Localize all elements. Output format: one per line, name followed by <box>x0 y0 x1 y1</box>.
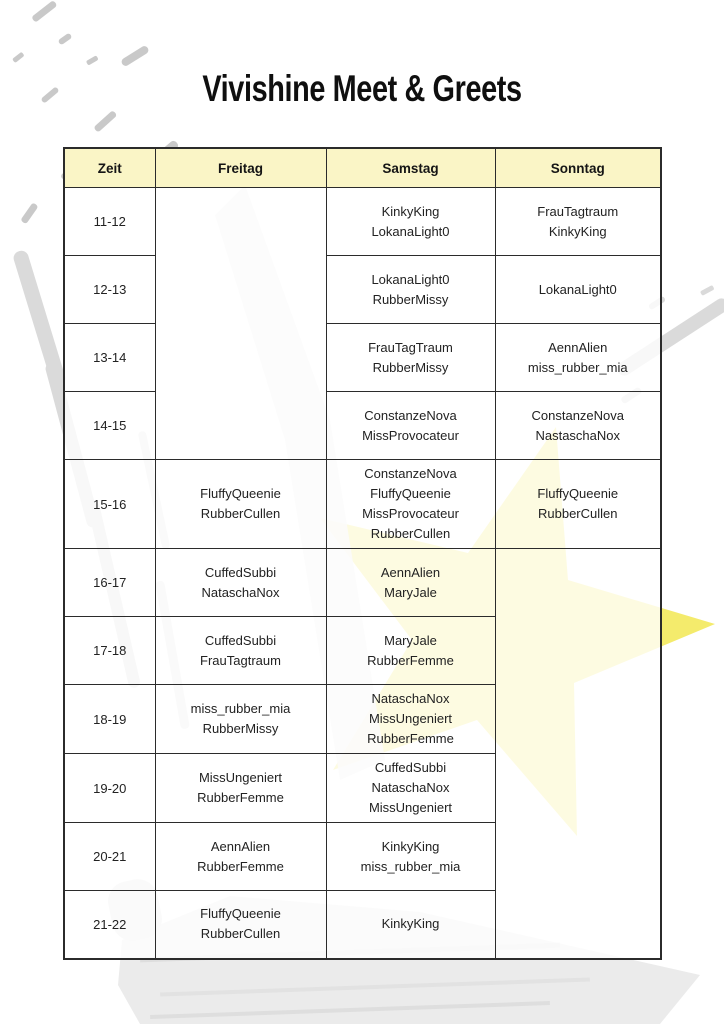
cell-samstag: ConstanzeNova FluffyQueenie MissProvocateur RubberCullen <box>326 460 495 549</box>
cell-sonntag: FluffyQueenie RubberCullen <box>495 460 661 549</box>
cell-freitag: CuffedSubbi NataschaNox <box>155 549 326 617</box>
table-row <box>64 392 661 460</box>
column-header-samstag: Samstag <box>326 148 495 188</box>
cell-samstag: NataschaNox MissUngeniert RubberFemme <box>326 685 495 754</box>
cell-samstag: MaryJale RubberFemme <box>326 617 495 685</box>
cell-samstag: KinkyKing LokanaLight0 <box>326 188 495 256</box>
column-header-freitag: Freitag <box>155 148 326 188</box>
table-row <box>64 256 661 324</box>
cell-zeit: 12-13 <box>64 256 155 324</box>
cell-zeit: 13-14 <box>64 324 155 392</box>
cell-samstag: KinkyKing <box>326 891 495 959</box>
table-row <box>64 549 661 617</box>
cell-sonntag: LokanaLight0 <box>495 256 661 324</box>
cell-sonntag: AennAlien miss_rubber_mia <box>495 324 661 392</box>
cell-samstag: KinkyKing miss_rubber_mia <box>326 823 495 891</box>
table-row <box>64 324 661 392</box>
cell-samstag: AennAlien MaryJale <box>326 549 495 617</box>
cell-freitag: FluffyQueenie RubberCullen <box>155 891 326 959</box>
table-row <box>64 188 661 256</box>
cell-zeit: 11-12 <box>64 188 155 256</box>
cell-zeit: 18-19 <box>64 685 155 754</box>
schedule-table <box>63 147 662 960</box>
cell-samstag: CuffedSubbi NataschaNox MissUngeniert <box>326 754 495 823</box>
column-header-sonntag: Sonntag <box>495 148 661 188</box>
cell-zeit: 19-20 <box>64 754 155 823</box>
table-header-row <box>64 148 661 188</box>
cell-zeit: 14-15 <box>64 392 155 460</box>
cell-zeit: 17-18 <box>64 617 155 685</box>
page-title: Vivishine Meet & Greets <box>202 68 522 109</box>
cell-samstag: LokanaLight0 RubberMissy <box>326 256 495 324</box>
cell-zeit: 20-21 <box>64 823 155 891</box>
cell-freitag-merged-empty <box>155 188 326 460</box>
column-header-zeit: Zeit <box>64 148 155 188</box>
table-row <box>64 460 661 549</box>
cell-freitag: MissUngeniert RubberFemme <box>155 754 326 823</box>
cell-freitag: miss_rubber_mia RubberMissy <box>155 685 326 754</box>
cell-sonntag-merged-empty <box>495 549 661 959</box>
cell-samstag: ConstanzeNova MissProvocateur <box>326 392 495 460</box>
cell-freitag: CuffedSubbi FrauTagtraum <box>155 617 326 685</box>
cell-zeit: 16-17 <box>64 549 155 617</box>
cell-zeit: 21-22 <box>64 891 155 959</box>
cell-freitag: AennAlien RubberFemme <box>155 823 326 891</box>
cell-zeit: 15-16 <box>64 460 155 549</box>
cell-samstag: FrauTagTraum RubberMissy <box>326 324 495 392</box>
cell-sonntag: ConstanzeNova NastaschaNox <box>495 392 661 460</box>
cell-freitag: FluffyQueenie RubberCullen <box>155 460 326 549</box>
cell-sonntag: FrauTagtraum KinkyKing <box>495 188 661 256</box>
